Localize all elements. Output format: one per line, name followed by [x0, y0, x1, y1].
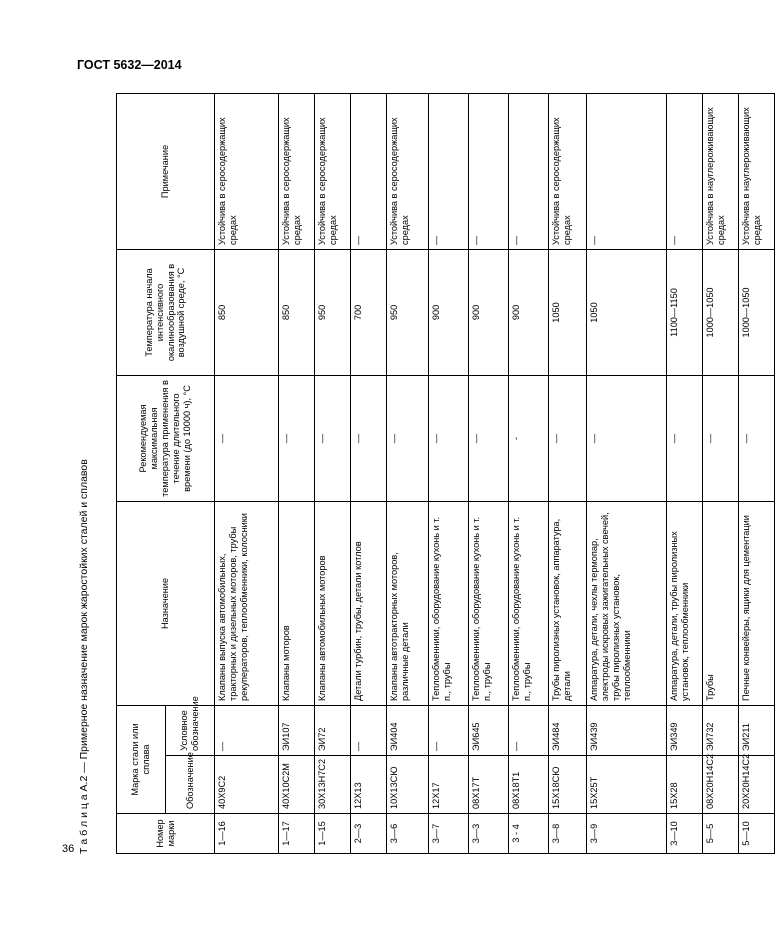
cell-rec: —: [549, 375, 587, 501]
cell-note: Устойчива в серосодержащих средах: [549, 93, 587, 249]
table-row: [387, 93, 429, 853]
header-purpose: Назначение: [117, 501, 215, 705]
table-row: [509, 93, 549, 853]
cell-note: Устойчива в науглероживающих средах: [739, 93, 775, 249]
cell-conventional: ЭИ349: [667, 705, 703, 755]
cell-num: 3 - 4: [509, 814, 549, 854]
cell-conventional: ЭИ72: [315, 705, 351, 755]
cell-purpose: Клапаны автотракторных моторов, различные детали: [387, 501, 429, 705]
cell-note: Устойчива в серосодержащих средах: [279, 93, 315, 249]
cell-purpose: Аппаратура, детали, трубы пиролизных установок, теплообменники: [667, 501, 703, 705]
header-note: Примечание: [117, 93, 215, 249]
cell-designation: 10Х13СЮ: [387, 756, 429, 814]
header-recommended-temp: Рекомендуемая максимальная температура применения в течение длительного времени (до 10000 ч), °С: [117, 375, 215, 501]
table-row: [469, 93, 509, 853]
cell-rec: —: [429, 375, 469, 501]
cell-designation: 12Х13: [351, 756, 387, 814]
cell-conventional: —: [351, 705, 387, 755]
cell-scale: 950: [315, 249, 351, 375]
header-scaling-temp: Температура начала интенсивного окалинообразования в воздушной среде, °С: [117, 249, 215, 375]
cell-designation: 15Х18СЮ: [549, 756, 587, 814]
cell-conventional: —: [429, 705, 469, 755]
cell-scale: 1100—1150: [667, 249, 703, 375]
page-number: 36: [62, 843, 75, 855]
cell-rec: —: [469, 375, 509, 501]
cell-purpose: Аппаратура, детали, чехлы термопар, электроды искровых зажигательных свечей, трубы пиролизных установок, теплообменники: [587, 501, 667, 705]
cell-designation: 40Х9С2: [215, 756, 279, 814]
cell-note: Устойчива в науглероживающих средах: [703, 93, 739, 249]
cell-rec: —: [279, 375, 315, 501]
cell-designation: 15Х25Т: [587, 756, 667, 814]
cell-purpose: Клапаны выпуска автомобильных, тракторных и дизельных моторов, трубы рекуператоров, теплообменники, колосники: [215, 501, 279, 705]
cell-note: Устойчива в серосодержащих средах: [315, 93, 351, 249]
cell-conventional: ЭИ404: [387, 705, 429, 755]
cell-scale: 1050: [549, 249, 587, 375]
cell-num: 1—16: [215, 814, 279, 854]
cell-designation: 20Х20Н14С2: [739, 756, 775, 814]
table-row: [351, 93, 387, 853]
document-header: ГОСТ 5632—2014: [77, 58, 182, 72]
cell-num: 3—8: [549, 814, 587, 854]
cell-note: —: [587, 93, 667, 249]
cell-conventional: ЭИ732: [703, 705, 739, 755]
cell-num: 5—5: [703, 814, 739, 854]
cell-rec: —: [703, 375, 739, 501]
table-row: [703, 93, 739, 853]
cell-rec: —: [587, 375, 667, 501]
cell-scale: 1050: [587, 249, 667, 375]
header-number: Номер марки: [117, 814, 215, 854]
table-row: [549, 93, 587, 853]
cell-num: 3—6: [387, 814, 429, 854]
cell-purpose: Теплообменники, оборудование кухонь и т. п., трубы: [469, 501, 509, 705]
header-grade-group: Марка стали или сплава: [117, 705, 166, 813]
cell-num: 1—17: [279, 814, 315, 854]
cell-scale: 900: [429, 249, 469, 375]
cell-num: 3—10: [667, 814, 703, 854]
cell-num: 3—7: [429, 814, 469, 854]
cell-conventional: —: [215, 705, 279, 755]
cell-rec: —: [315, 375, 351, 501]
cell-designation: 12Х17: [429, 756, 469, 814]
cell-conventional: ЭИ484: [549, 705, 587, 755]
cell-conventional: —: [509, 705, 549, 755]
header-designation: Обозначение: [166, 756, 215, 814]
cell-scale: 900: [469, 249, 509, 375]
cell-scale: 700: [351, 249, 387, 375]
cell-scale: 850: [215, 249, 279, 375]
cell-designation: 08Х20Н14С2: [703, 756, 739, 814]
cell-designation: 08Х18Т1: [509, 756, 549, 814]
cell-num: 3—9: [587, 814, 667, 854]
table-row: [429, 93, 469, 853]
cell-conventional: ЭИ439: [587, 705, 667, 755]
cell-num: 1—15: [315, 814, 351, 854]
cell-rec: —: [215, 375, 279, 501]
cell-conventional: ЭИ211: [739, 705, 775, 755]
cell-note: —: [429, 93, 469, 249]
cell-num: 3—3: [469, 814, 509, 854]
steel-grades-table: [116, 93, 775, 854]
cell-purpose: Печные конвейеры, ящики для цементации: [739, 501, 775, 705]
cell-rec: —: [739, 375, 775, 501]
cell-rec: —: [351, 375, 387, 501]
cell-note: —: [469, 93, 509, 249]
table-row: [279, 93, 315, 853]
header-conventional: Условное обозначение: [166, 705, 215, 755]
cell-designation: 08Х17Т: [469, 756, 509, 814]
cell-purpose: Трубы пиролизных установок, аппаратура, детали: [549, 501, 587, 705]
cell-rec: -: [509, 375, 549, 501]
cell-scale: 950: [387, 249, 429, 375]
cell-purpose: Клапаны моторов: [279, 501, 315, 705]
cell-note: —: [509, 93, 549, 249]
cell-purpose: Клапаны автомобильных моторов: [315, 501, 351, 705]
cell-note: —: [667, 93, 703, 249]
table-row: [667, 93, 703, 853]
cell-note: Устойчива в серосодержащих средах: [215, 93, 279, 249]
cell-scale: 900: [509, 249, 549, 375]
cell-num: 5—10: [739, 814, 775, 854]
cell-num: 2—3: [351, 814, 387, 854]
cell-purpose: Трубы: [703, 501, 739, 705]
table-caption: Т а б л и ц а А.2 — Примерное назначение марок жаростойких сталей и сплавов: [78, 459, 90, 854]
cell-designation: 15Х28: [667, 756, 703, 814]
cell-conventional: ЭИ107: [279, 705, 315, 755]
table-row: [739, 93, 775, 853]
table-row: [587, 93, 667, 853]
cell-designation: 30Х13Н7С2: [315, 756, 351, 814]
cell-purpose: Теплообменники, оборудование кухонь и т. п., трубы: [509, 501, 549, 705]
cell-designation: 40Х10С2М: [279, 756, 315, 814]
table-row: [315, 93, 351, 853]
cell-scale: 1000—1050: [703, 249, 739, 375]
table-row: [215, 93, 279, 853]
cell-scale: 850: [279, 249, 315, 375]
cell-rec: —: [387, 375, 429, 501]
table-body: [215, 93, 775, 853]
cell-note: Устойчива в серосодержащих средах: [387, 93, 429, 249]
cell-note: —: [351, 93, 387, 249]
cell-rec: —: [667, 375, 703, 501]
cell-conventional: ЭИ645: [469, 705, 509, 755]
cell-purpose: Теплообменники, оборудование кухонь и т. п., трубы: [429, 501, 469, 705]
rotated-table-block: [78, 94, 762, 854]
cell-scale: 1000—1050: [739, 249, 775, 375]
cell-purpose: Детали турбин, трубы, детали котлов: [351, 501, 387, 705]
